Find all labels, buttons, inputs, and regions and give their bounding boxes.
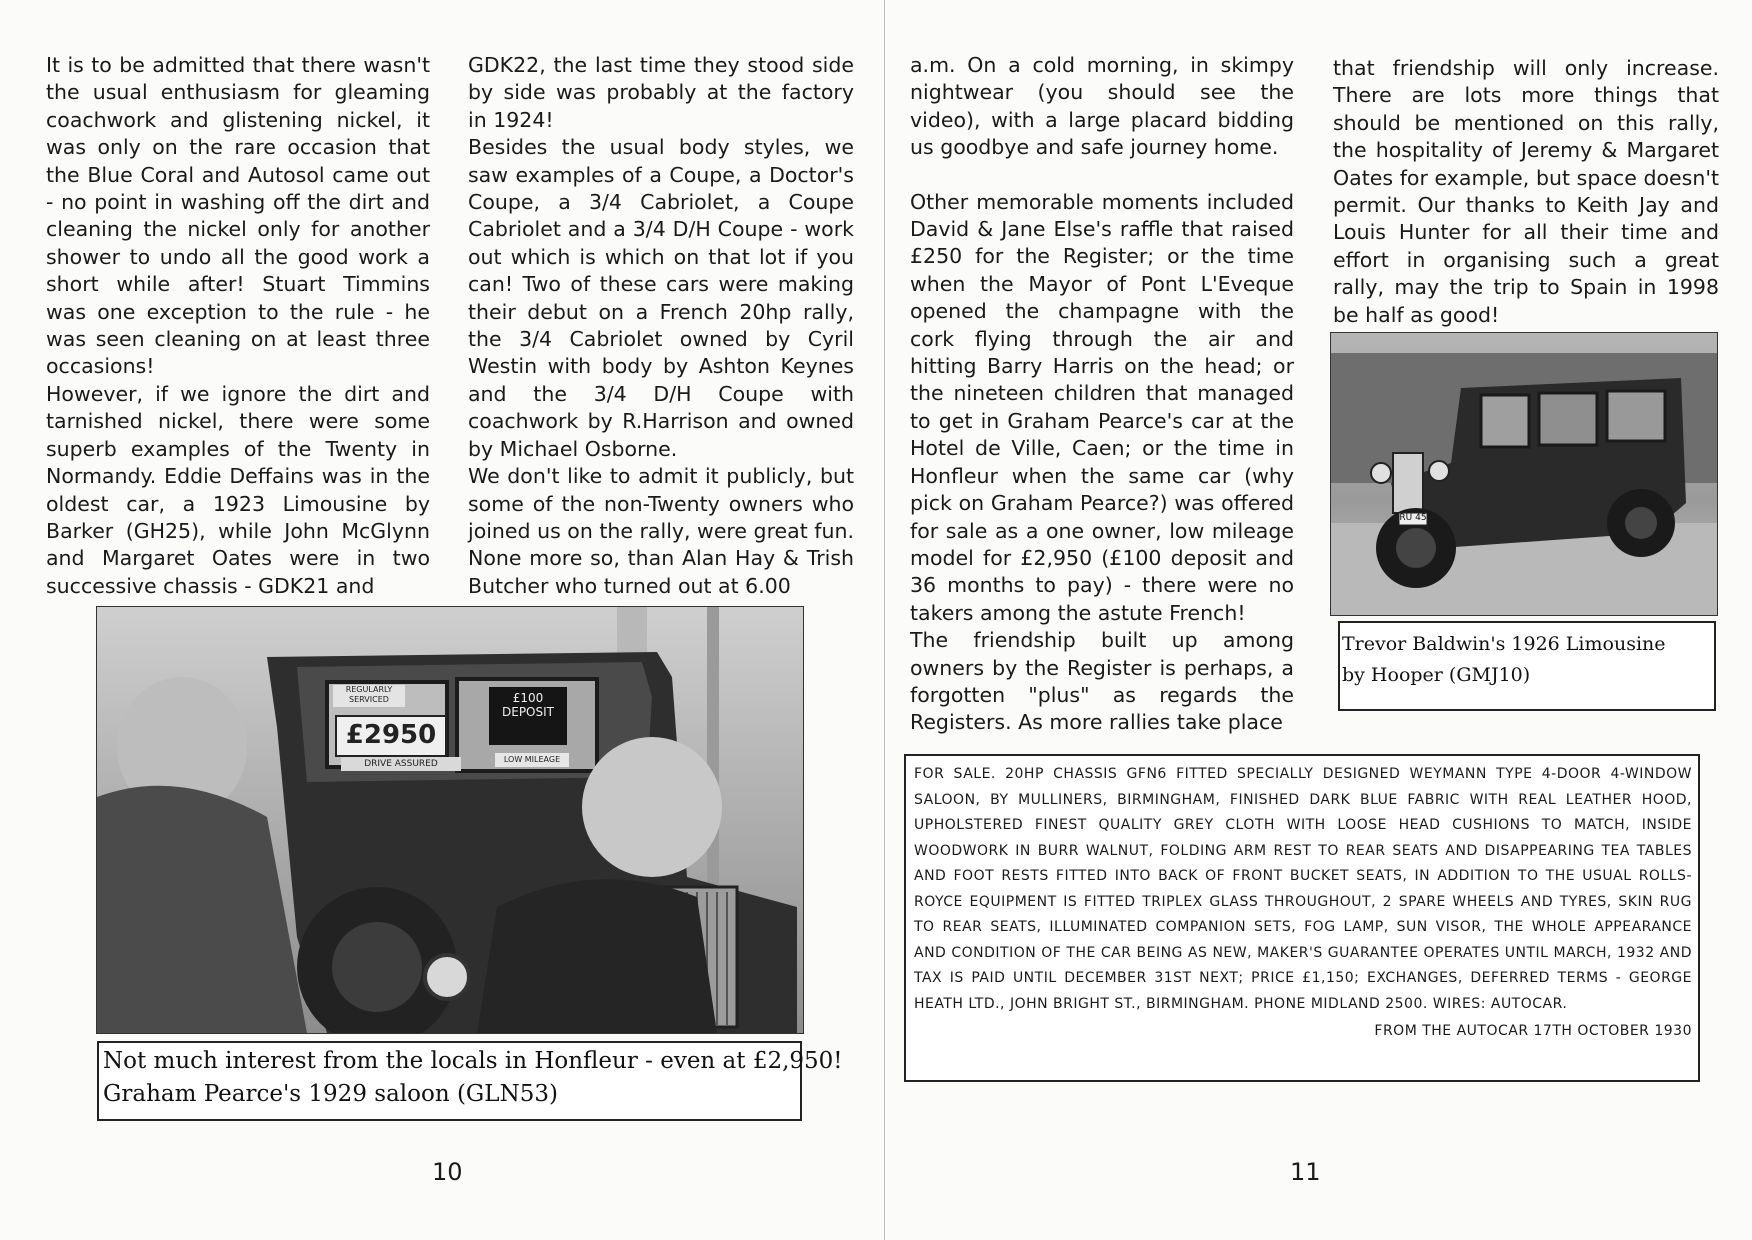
paragraph: a.m. On a cold morning, in skimpy nightwear (you should see the video), with a large placard bidding us goodbye and safe journey home.: [910, 53, 1294, 160]
deposit-sign: [489, 687, 567, 745]
paragraph: Besides the usual body styles, we saw examples of a Coupe, a Doctor's Coupe, a 3/4 Cabriolet, a Coupe Cabriolet and a 3/4 D/H Coupe - work out which is which on that lot if you can! Two of these cars were making their debut on a French 20hp rally, the 3/4 Cabriolet owned by Cyril Westin with body by Ashton Keynes and the 3/4 D/H Coupe with coachwork by R.Harrison and owned by Michael Osborne.: [468, 135, 854, 461]
caption-line: Graham Pearce's 1929 saloon (GLN53): [103, 1081, 558, 1107]
mileage-sign-text: LOW MILEAGE: [503, 755, 561, 764]
page-number: 10: [432, 1158, 463, 1186]
left-column-2: [468, 52, 854, 600]
limousine-illustration: [1331, 333, 1717, 615]
caption-line: Not much interest from the locals in Honfleur - even at £2,950!: [103, 1048, 843, 1074]
page-spine: [884, 0, 885, 1240]
paragraph: GDK22, the last time they stood side by side was probably at the factory in 1924!: [468, 53, 854, 132]
price-sign-text: £2950: [345, 720, 437, 750]
drive-sign: [341, 757, 461, 771]
advert-text: FOR SALE. 20HP CHASSIS GFN6 FITTED SPECIALLY DESIGNED WEYMANN TYPE 4-DOOR 4-WINDOW SALOON, BY MULLINERS, BIRMINGHAM, FINISHED DARK BLUE FABRIC WITH REAL LEATHER HOOD, UPHOLSTERED FINEST QUALITY GREY CLOTH WITH LOOSE HEAD CUSHIONS TO MATCH, INSIDE WOODWORK IN BURR WALNUT, FOLDING ARM REST TO REAR SEATS AND DISAPPEARING TEA TABLES AND FOOT RESTS FITTED INTO BACK OF FRONT BUCKET SEATS, IN ADDITION TO THE USUAL ROLLS-ROYCE EQUIPMENT IS FITTED TRIPLEX GLASS THROUGHOUT, 2 SPARE WHEELS AND TYRES, SKIN RUG TO REAR SEATS, ILLUMINATED COMPANION SETS, FOG LAMP, SUN VISOR, THE WHOLE APPEARANCE AND CONDITION OF THE CAR BEING AS NEW, MAKER'S GUARANTEE OPERATES UNTIL MARCH, 1932 AND TAX IS PAID UNTIL DECEMBER 31ST NEXT; PRICE £1,150; EXCHANGES, DEFERRED TERMS - GEORGE HEATH LTD., JOHN BRIGHT ST., BIRMINGHAM. PHONE MIDLAND 2500. WIRES: AUTOCAR.: [914, 766, 1692, 1012]
paragraph: However, if we ignore the dirt and tarnished nickel, there were some superb examples of the Twenty in Normandy. Eddie Deffains was in the oldest car, a 1923 Limousine by Barker (GH25), while John McGlynn and Margaret Oates were in two successive chassis - GDK21 and: [46, 381, 430, 598]
limousine-photo-caption: [1338, 621, 1716, 711]
number-plate-text: RU 45: [1399, 513, 1427, 523]
mileage-sign: [495, 753, 569, 767]
price-sign: [335, 715, 447, 757]
drive-sign-text: DRIVE ASSURED: [364, 759, 438, 769]
left-column-1: [46, 52, 430, 600]
caption-line: by Hooper (GMJ10): [1342, 664, 1531, 686]
serviced-sign-text: REGULARLY SERVICED: [345, 685, 393, 704]
advert-source: FROM THE AUTOCAR 17TH OCTOBER 1930: [1374, 1023, 1692, 1039]
honfleur-photo-caption: [97, 1041, 843, 1121]
honfleur-car-photo: [96, 606, 804, 1034]
number-plate: [1399, 511, 1427, 525]
paragraph: that friendship will only increase. There are lots more things that should be mentioned on this rally, the hospitality of Jeremy & Margaret Oates for example, but space doesn't permit. Our thanks to Keith Jay and Louis Hunter for all their time and effort in organising such a great rally, may the trip to Spain in 1998 be half as good!: [1333, 56, 1719, 327]
paragraph: We don't like to admit it publicly, but some of the non-Twenty owners who joined us on the rally, were great fun. None more so, than Alan Hay & Trish Butcher who turned out at 6.00: [468, 464, 854, 598]
paragraph: Other memorable moments included David & Jane Else's raffle that raised £250 for the Register; or the time when the Mayor of Pont L'Eveque opened the champagne with the cork flying through the air and hitting Barry Harris on the head; or the nineteen children that managed to get in Graham Pearce's car at the Hotel de Ville, Caen; or the time in Honfleur when the same car (why pick on Graham Pearce?) was offered for sale as a one owner, low mileage model for £2,950 (£100 deposit and 36 months to pay) - there were no takers among the astute French!: [910, 189, 1294, 625]
for-sale-advert: [904, 754, 1700, 1082]
page-number: 11: [1290, 1158, 1321, 1186]
right-column-1: [910, 52, 1294, 737]
honfleur-car-illustration: [97, 607, 803, 1033]
paragraph: It is to be admitted that there wasn't the usual enthusiasm for gleaming coachwork and glistening nickel, it was only on the rare occasion that the Blue Coral and Autosol came out - no point in washing off the dirt and cleaning the nickel only for another shower to undo all the good work a short while after! Stuart Timmins was one exception to the rule - he was seen cleaning on at least three occasions!: [46, 53, 430, 379]
right-column-2: [1333, 55, 1719, 329]
paragraph: The friendship built up among owners by the Register is perhaps, a forgotten "plus" as regards the Registers. As more rallies take place: [910, 628, 1294, 735]
limousine-photo: [1330, 332, 1718, 616]
deposit-sign-text: £100 DEPOSIT: [502, 691, 554, 719]
caption-line: Trevor Baldwin's 1926 Limousine: [1342, 633, 1666, 655]
serviced-sign: [333, 685, 405, 707]
